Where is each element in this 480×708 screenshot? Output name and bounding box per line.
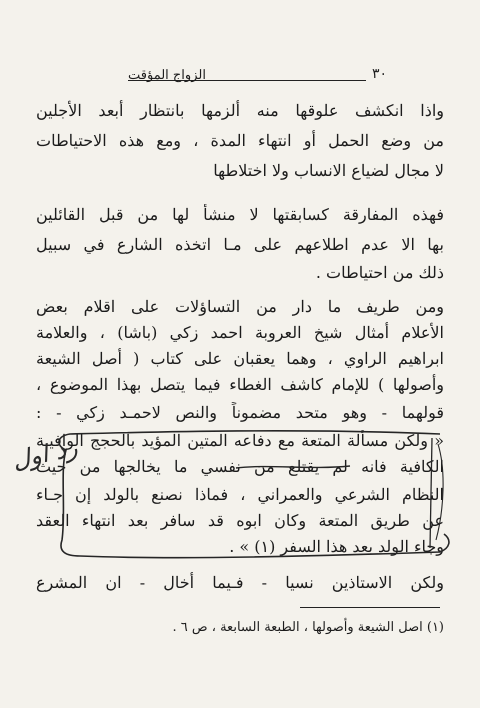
text-line: واذا انكشف علوقها منه ألزمها بانتظار أبعد الأجلين <box>36 101 444 120</box>
handwritten-margin-note: رد اول <box>9 433 80 475</box>
text-line: وأصولها ) للإمام كاشف الغطاء فيما يتصل بهذا الموضوع ، <box>36 375 444 394</box>
running-title: الزواج المؤقت <box>128 68 206 83</box>
text-line: لا مجال لضياع الانساب ولا اختلاطها <box>213 161 444 180</box>
quoted-line: الكافية فانه لم يقتلع من نفسي ما يخالجها من حيث <box>36 457 444 476</box>
quoted-line: النظام الشرعي والعمراني ، فماذا نصنع بالولد إن جـاء <box>36 485 444 504</box>
page-number: ٣٠ <box>372 66 388 82</box>
margin-stroke-icon <box>436 444 443 540</box>
text-line: قولهما - وهو متحد مضموناً والنص لاحمـد زكي - : <box>36 403 444 422</box>
text-line: بها الا عدم اطلاعهم على مـا اتخذه الشارع في سبيل <box>36 235 444 254</box>
text-line: فهذه المفارقة كسابقتها لا منشأ لها من قبل القائلين <box>36 205 444 224</box>
quote-bracket-icon <box>59 431 449 558</box>
underline-mark-icon <box>236 466 350 468</box>
quoted-line: وجاء الولد بعد هذا السفر (١) » . <box>229 537 444 556</box>
footnote: (١) اصل الشيعة وأصولها ، الطبعة السابعة ، ص ٦ . <box>172 620 444 635</box>
quoted-line: عن طريق المتعة وكان ابوه قد سافر بعد انتهاء العقد <box>36 511 444 530</box>
text-line: ومن طريف ما دار من التساؤلات على اقلام بعض <box>36 297 444 316</box>
text-line: الأعلام أمثال شيخ العروبة احمد زكي (باشا) ، والعلامة <box>36 323 444 342</box>
text-line: من وضع الحمل أو انتهاء المدة ، ومع هذه الاحتياطات <box>36 131 444 150</box>
margin-stroke-icon <box>430 438 432 548</box>
text-line: ولكن الاستاذين نسيا - فـيما أخال - ان المشرع <box>36 573 444 592</box>
text-line: ابراهيم الراوي ، وهما يعقبان على كتاب ( أصل الشيعة <box>36 349 444 368</box>
text-line: ذلك من احتياطات . <box>315 263 444 282</box>
quoted-line: « ولكن مسألة المتعة مع دفاعه المتين المؤيد بالحجج الوافيـة <box>36 431 444 450</box>
